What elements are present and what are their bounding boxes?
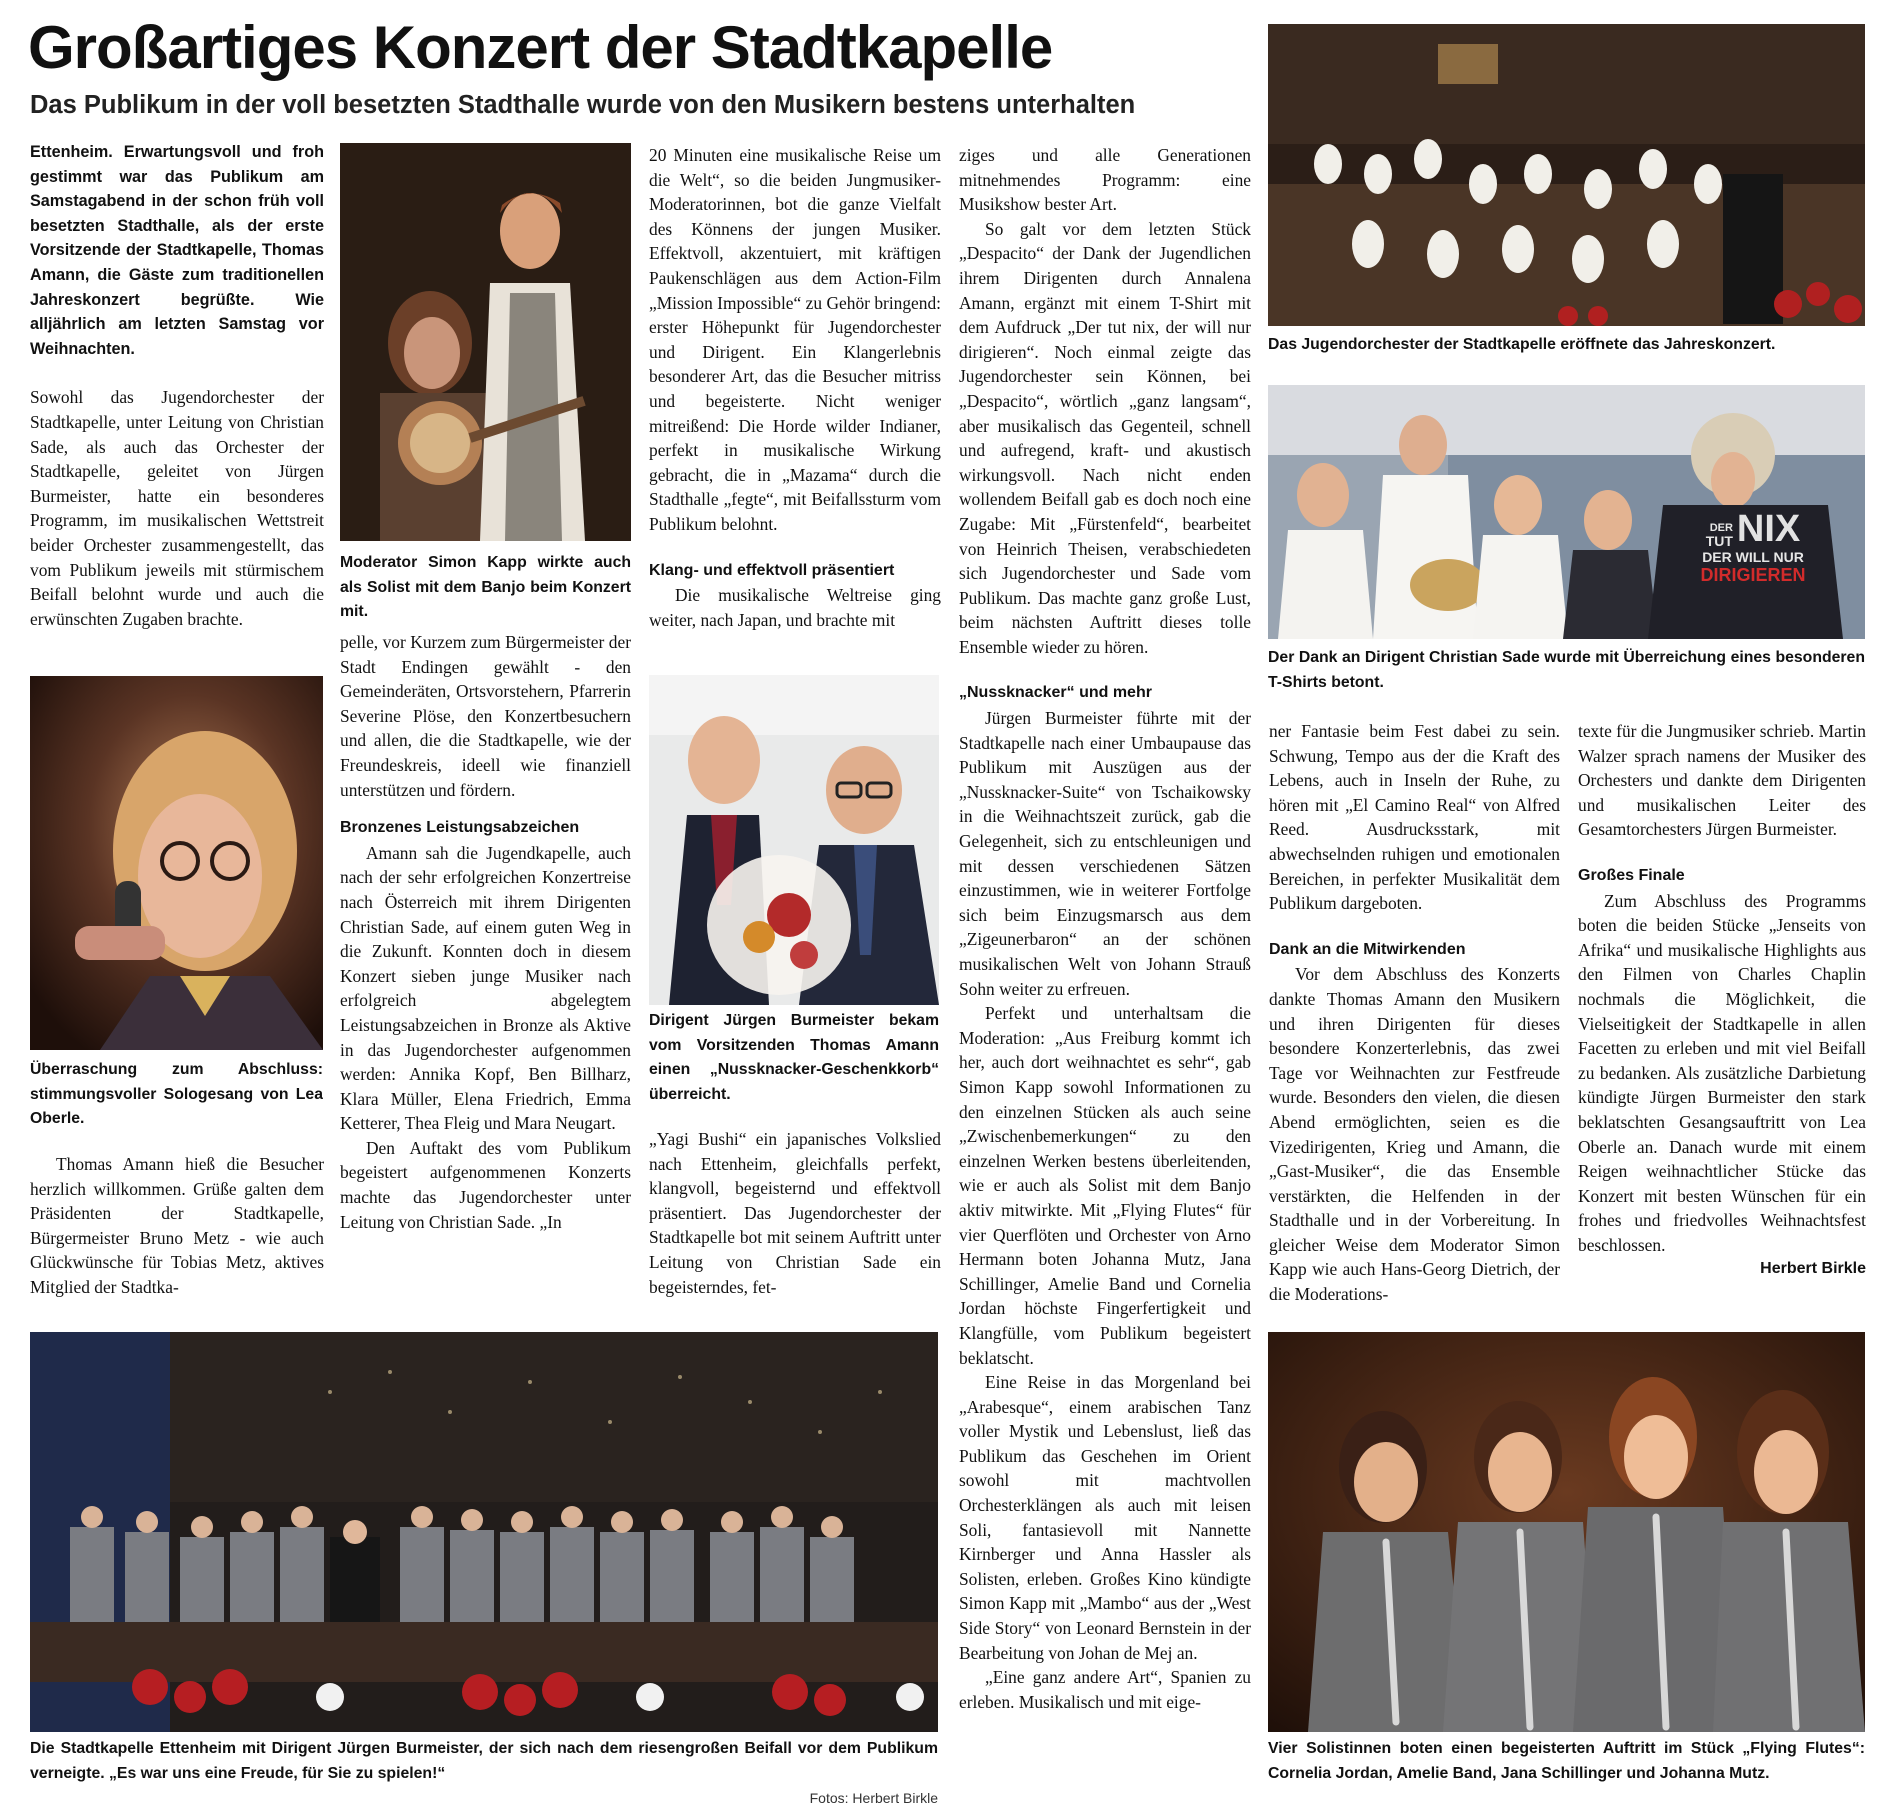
subheadline: Das Publikum in der voll besetzten Stadthalle wurde von den Musikern bestens unterhalten	[30, 91, 1136, 119]
photo-gift-basket	[649, 675, 939, 1005]
body-paragraph: pelle, vor Kurzem zum Bürgermeister der Stadt Endingen gewählt - den Gemeinderäten, Ortsvorstehern, Pfarrerin Severine Plöse, den Konzertbesuchern und allen, die die Stadtkapelle, wie der Freundeskreis, ideell wie finanziell unterstützen und fördern.	[340, 632, 631, 800]
caption-stadtkapelle-text: Die Stadtkapelle Ettenheim mit Dirigent Jürgen Burmeister, der sich nach dem riesengroßen Beifall vor dem Publikum verneigte. „Es war uns eine Freude, für Sie zu spielen!“	[30, 1740, 938, 1782]
article-column-3	[649, 143, 941, 643]
article-column-3-continued	[649, 1127, 941, 1307]
body-paragraph: ziges und alle Generationen mitnehmendes Programm: eine Musikshow bester Art.	[959, 145, 1251, 215]
article-column-1-continued	[30, 1152, 324, 1312]
tshirt-print-dirigieren: DIRIGIEREN	[1700, 565, 1806, 585]
article-column-1	[30, 140, 324, 650]
subheading-klang: Klang- und effektvoll präsentiert	[649, 561, 895, 579]
body-paragraph: texte für die Jungmusiker schrieb. Martin Walzer sprach namens der Musiker des Orchesters und dankte dem Dirigenten und musikalischen Leiter des Gesamtorchesters Jürgen Burmeister.	[1578, 721, 1866, 840]
caption-stadtkapelle	[30, 1737, 938, 1810]
body-paragraph: „Eine ganz andere Art“, Spanien zu erleben. Musikalisch und mit eige-	[959, 1667, 1251, 1712]
subheading-bronzenes: Bronzenes Leistungsabzeichen	[340, 819, 580, 837]
body-paragraph: Zum Abschluss des Programms boten die beiden Stücke „Jenseits von Afrika“ und musikalische Highlights aus den Filmen von Charles Chaplin nochmals die Möglichkeit, die Vielseitigkeit der Stadtkapelle in allen Facetten zu erleben und mit viel Beifall zu bedanken. Als zusätzliche Darbietung kündigte Jürgen Burmeister den stark beklatschten Gesangsauftritt von Lea Oberle an. Danach wurde mit einem Reigen weihnachtlicher Stücke das Konzert mit besten Wünschen für ein frohes und friedvolles Weihnachtsfest beschlossen.	[1578, 890, 1866, 1255]
body-paragraph: Den Auftakt des vom Publikum begeistert aufgenommenen Konzerts machte das Jugendorchester unter Leitung von Christian Sade. „In	[340, 1137, 631, 1232]
article-column-4	[959, 143, 1251, 1763]
headline: Großartiges Konzert der Stadtkapelle	[28, 14, 1053, 81]
article-column-2	[340, 630, 631, 1316]
body-paragraph: ner Fantasie beim Fest dabei zu sein. Schwung, Tempo aus der die Kraft des Lebens, auch in Inseln der Ruhe, zu hören mit „El Camino Real“ von Alfred Reed. Ausdrucksstark, mit abwechselnden ruhigen und emotionalen Bereichen, in perfekter Musikalität dem Publikum dargeboten.	[1269, 721, 1560, 914]
article-column-6	[1578, 719, 1866, 1319]
caption-tshirt: Der Dank an Dirigent Christian Sade wurde mit Überreichung eines besonderen T-Shirts betont.	[1268, 649, 1865, 691]
body-paragraph: Thomas Amann hieß die Besucher herzlich willkommen. Grüße galten dem Präsidenten der Stadtkapelle, Bürgermeister Bruno Metz - wie auch Glückwünsche für Tobias Metz, aktives Mitglied der Stadtka-	[30, 1154, 324, 1297]
subheading-dank: Dank an die Mitwirkenden	[1269, 940, 1466, 958]
body-paragraph: Die musikalische Weltreise ging weiter, nach Japan, und brachte mit	[649, 585, 941, 630]
tshirt-print-der: DER	[1709, 522, 1733, 534]
photo-stadtkapelle	[30, 1332, 938, 1732]
caption-banjo: Moderator Simon Kapp wirkte auch als Solist mit dem Banjo beim Konzert mit.	[340, 554, 631, 621]
tshirt-print-nix: NIX	[1736, 508, 1801, 550]
photo-singer	[30, 676, 323, 1050]
caption-gift-basket: Dirigent Jürgen Burmeister bekam vom Vorsitzenden Thomas Amann einen „Nussknacker-Geschenkkorb“ überreicht.	[649, 1012, 939, 1103]
lead-paragraph: Ettenheim. Erwartungsvoll und froh gestimmt war das Publikum am Samstagabend in der schon früh voll besetzten Stadthalle, als der erste Vorsitzende der Stadtkapelle, Thomas Amann, die Gäste zum traditionellen Jahreskonzert begrüßte. Wie alljährlich am letzten Samstag vor Weihnachten.	[30, 143, 324, 358]
body-paragraph: Amann sah die Jugendkapelle, auch nach der sehr erfolgreichen Konzertreise nach Österreich mit ihrem Dirigenten Christian Sade, auf einem guten Weg in die Zukunft. Konnten doch in diesem Konzert sieben junge Musiker nach erfolgreich abgelegtem Leistungsabzeichen in Bronze als Aktive in das Jugendorchester aufgenommen werden: Annika Kopf, Ben Billharz, Klara Müller, Elena Friedrich, Emma Ketterer, Thea Fleig und Mara Neugart.	[340, 842, 631, 1134]
body-paragraph: Perfekt und unterhaltsam die Moderation: „Aus Freiburg kommt ich her, auch dort weihnachtet es sehr“, gab Simon Kapp sowohl Informationen zu den einzelnen Stücken als auch seine „Zwischenbemerkungen“ zu den einzelnen Werken bestens überleitenden, wie er auch als Solist mit dem Banjo aktiv mitwirkte. Mit „Flying Flutes“ für vier Querflöten und Orchester von Arno Hermann boten Johanna Mutz, Jana Schillinger, Amelie Band und Cornelia Jordan höchste Fingerfertigkeit und Klangfülle, vom Publikum begeistert beklatscht.	[959, 1003, 1251, 1368]
body-paragraph: So galt vor dem letzten Stück „Despacito“ der Dank der Jugendlichen ihrem Dirigenten durch Annalena Amann, ergänzt mit einem T-Shirt mit dem Aufdruck „Der tut nix, der will nur dirigieren“. Noch einmal zeigte das Jugendorchester sein Können, bei „Despacito“, wörtlich „ganz langsam“, aber musikalisch das Gegenteil, schnell und aufregend, kraft- und akustisch wirkungsvoll. Nach nicht enden wollendem Beifall gab es doch noch eine Zugabe: Mit „Fürstenfeld“, bearbeitet von Heinrich Theisen, verabschiedeten sich Jugendorchester und Sade vom Publikum. Das machte ganz große Lust, beim nächsten Auftritt dieses tolle Ensemble wieder zu hören.	[959, 218, 1251, 657]
tshirt-print	[1678, 510, 1828, 584]
body-paragraph: Sowohl das Jugendorchester der Stadtkapelle, unter Leitung von Christian Sade, als auch das Orchester der Stadtkapelle, geleitet von Jürgen Burmeister, hatte ein besonderes Programm, im musikalischen Wettstreit beider Orchester zusammengestellt, das vom Publikum jeweils mit stürmischem Beifall belohnt wurde und auch die erwünschten Zugaben brachte.	[30, 387, 324, 629]
tshirt-print-tut: TUT	[1705, 533, 1733, 549]
caption-youth-orchestra: Das Jugendorchester der Stadtkapelle eröffnete das Jahreskonzert.	[1268, 336, 1776, 353]
photo-banjo	[340, 143, 631, 541]
body-paragraph: 20 Minuten eine musikalische Reise um die Welt“, so die beiden Jungmusiker-Moderatorinnen, bot die ganze Vielfalt des Könnens der jungen Musiker. Effektvoll, akzentuiert, mit kräftigen Paukenschlägen aus dem Action-Film „Mission Impossible“ zu Gehör bringend: erster Höhepunkt für Jugendorchester und Dirigent. Ein Klangerlebnis besonderer Art, das die Besucher mitriss und begeisterte. Nicht weniger mitreißend: Die Horde wilder Indianer, perfekt in musikalische Wirkung gebracht, die in „Mazama“ durch die Stadthalle „fegte“, mit Beifallssturm vom Publikum belohnt.	[649, 145, 941, 534]
tshirt-print-der-will-nur: DER WILL NUR	[1702, 549, 1804, 565]
body-paragraph: „Yagi Bushi“ ein japanisches Volkslied nach Ettenheim, gleichfalls perfekt, klangvoll, begeisternd und effektvoll präsentiert. Das Jugendorchester der Stadtkapelle bot mit seinem Auftritt unter Leitung von Christian Sade ein begeisterndes, fet-	[649, 1129, 941, 1297]
subheading-nussknacker: „Nussknacker“ und mehr	[959, 684, 1152, 702]
author-byline: Herbert Birkle	[1760, 1260, 1866, 1278]
subheading-finale: Großes Finale	[1578, 866, 1685, 884]
article-column-5	[1269, 719, 1560, 1319]
caption-flutes: Vier Solistinnen boten einen begeisterten Auftritt im Stück „Flying Flutes“: Cornelia Jordan, Amelie Band, Jana Schillinger und Johanna Mutz.	[1268, 1740, 1865, 1782]
caption-singer: Überraschung zum Abschluss: stimmungsvoller Sologesang von Lea Oberle.	[30, 1061, 323, 1128]
photo-credit: Fotos: Herbert Birkle	[809, 1789, 938, 1806]
body-paragraph: Eine Reise in das Morgenland bei „Arabesque“, einem arabischen Tanz voller Mystik und Lebenslust, ließ das Publikum das Geschehen im Orient sowohl mit machtvollen Orchesterklängen als auch mit leisen Soli, fantasievoll mit Nannette Kirnberger und Anna Hassler als Solisten, erleben. Großes Kino kündigte Simon Kapp mit „Mambo“ aus der „West Side Story“ von Leonard Bernstein in der Bearbeitung von Johan de Mej an.	[959, 1372, 1251, 1663]
body-paragraph: Jürgen Burmeister führte mit der Stadtkapelle nach einer Umbaupause das Publikum mit Auszügen aus der „Nussknacker-Suite“ von Tschaikowsky in die Weihnachtszeit zurück, gab die Gelegenheit, sich zu entschleunigen und mit dessen verschiedenen Sätzen einzustimmen, wie in weiterer Fortfolge sich beim Einzugsmarsch aus dem „Zigeunerbaron“ an der schönen musikalischen Welt von Johann Strauß Sohn weiter zu erfreuen.	[959, 708, 1251, 999]
photo-flutes	[1268, 1332, 1865, 1732]
photo-tshirt	[1268, 385, 1865, 639]
photo-youth-orchestra	[1268, 24, 1865, 326]
body-paragraph: Vor dem Abschluss des Konzerts dankte Thomas Amann den Musikern und ihren Dirigenten für dieses besondere Konzerterlebnis, das zwei Tage vor Weihnachten zur Festfreude wurde. Besonders den vielen, die diesen Abend ermöglichten, seien es die Vizedirigenten, Krieg und Amann, die „Gast-Musiker“, die das Ensemble verstärkten, die Helfenden in der Stadthalle und in der Vorbereitung. In gleicher Weise dem Moderator Simon Kapp wie auch Hans-Georg Dietrich, der die Moderations-	[1269, 964, 1560, 1305]
